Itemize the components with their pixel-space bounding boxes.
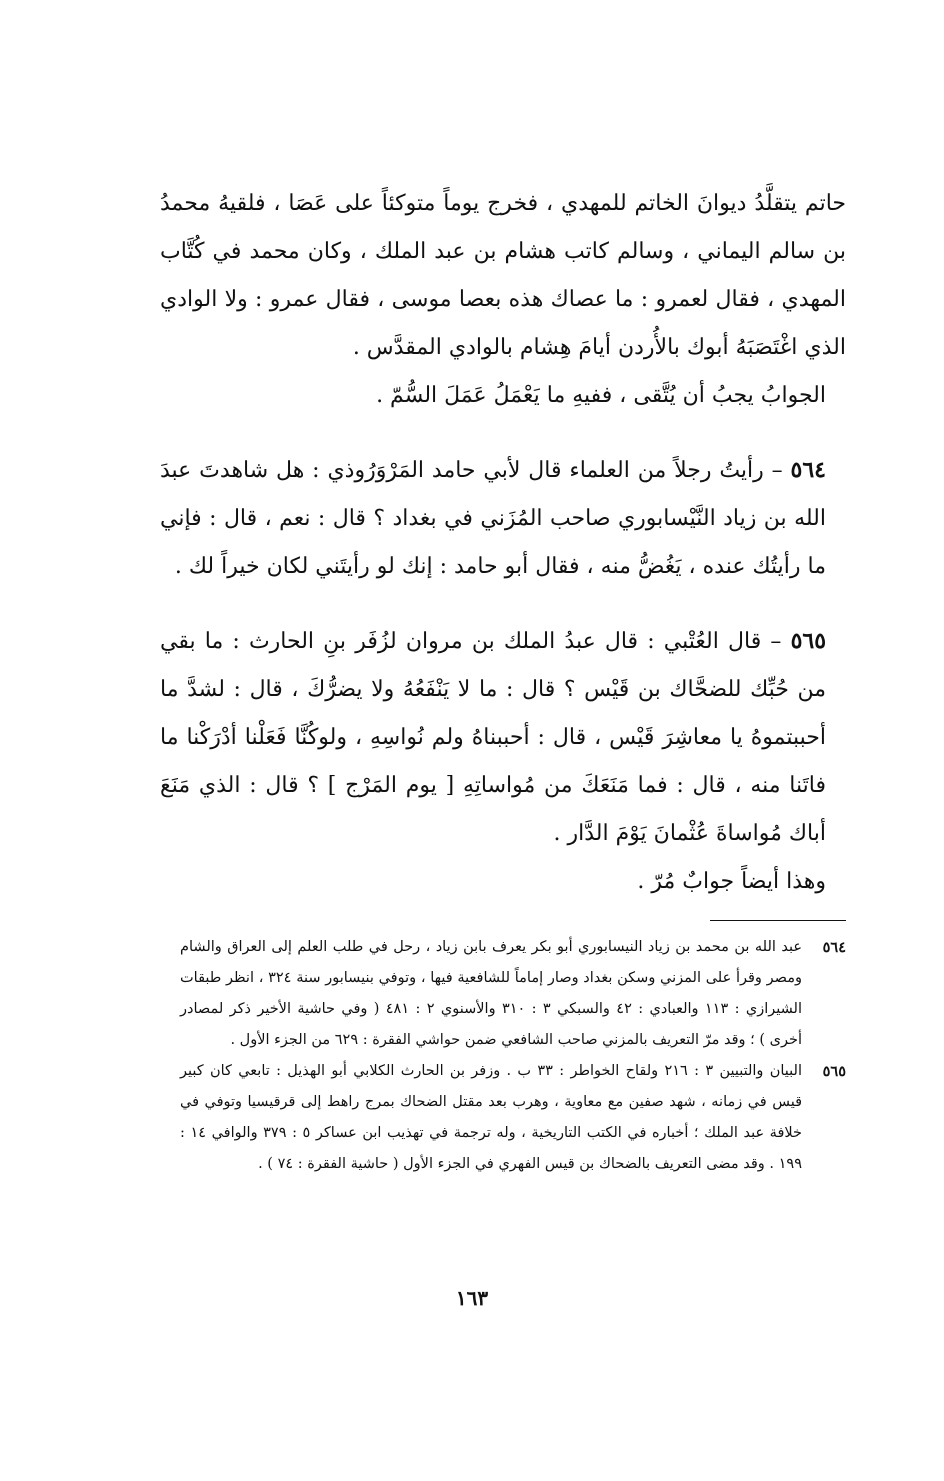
entry-565-answer: وهذا أيضاً جوابٌ مُرّ . [637,869,826,894]
footnote-text: عبد الله بن محمد بن زياد النيسابوري أبو بكر يعرف بابن زياد ، رحل في طلب العلم إلى العراق والشام ومصر وقرأ على المزني وسكن بغداد وصار إماماً للشافعية فيها ، وتوفي بنيسابور سنة ٣٢٤ ، انظر طبقات الشيرازي : ١١٣ والعبادي : ٤٢ والسبكي ٣ : ٣١٠ والأسنوي ٢ : ٤٨١ ( وفي حاشية الأخير ذكر لمصادر أخرى ) ؛ وقد مرّ التعريف بالمزني صاحب الشافعي ضمن حواشي الفقرة : ٦٢٩ من الجزء الأول . [180,939,803,1048]
footnote-565 [180,1056,846,1180]
footnotes [180,932,846,1180]
entry-565 [160,617,846,858]
page-number: ١٦٣ [455,1286,489,1310]
footnote-separator [710,920,846,921]
entry-dash: – [770,629,782,654]
footnote-number: ٥٦٤ [822,939,846,956]
main-text [160,180,846,906]
footnote-564 [180,932,846,1056]
entry-dash: – [771,458,783,483]
entry-number: ٥٦٤ [790,457,826,483]
entry-number: ٥٦٥ [790,628,827,654]
footnote-number: ٥٦٥ [822,1063,846,1080]
paragraph-gap [160,591,846,617]
footnote-text: البيان والتبيين ٣ : ٢١٦ ولقاح الخواطر : ٣٣ ب . وزفر بن الحارث الكلابي أبو الهذيل : تابعي كان كبير قيس في زمانه ، شهد صفين مع معاوية ، وهرب بعد مقتل الضحاك بمرج راهط إلى قرقيسيا وتوفي في خلافة عبد الملك ؛ أخباره في الكتب التاريخية ، وله ترجمة في تهذيب ابن عساكر ٥ : ٣٧٩ والوافي ١٤ : ١٩٩ . وقد مضى التعريف بالضحاك بن قيس الفهري في الجزء الأول ( حاشية الفقرة : ٧٤ ) . [180,1063,802,1172]
continuation-paragraph: حاتم يتقلَّدُ ديوانَ الخاتم للمهدي ، فخرج يوماً متوكئاً على عَصَا ، فلقيهُ محمدُ بن سالم اليماني ، وسالم كاتب هشام بن عبد الملك ، وكان محمد في كُتَّاب المهدي ، فقال لعمرو : ما عصاك هذه بعصا موسى ، فقال عمرو : ولا الوادي الذي اغْتَصَبَهُ أبوك بالأُردن أيامَ هِشام بالوادي المقدَّس . [160,191,846,360]
entry-text: قال العُتْبي : قال عبدُ الملك بن مروان لزُفَر بنِ الحارث : ما بقي من حُبِّك للضحَّاك بن قَيْس ؟ قال : ما لا يَنْفَعُهُ ولا يضرُّكَ ، قال : لشدَّ ما أحببتموهُ يا معاشِرَ قَيْس ، قال : أحببناهُ ولم نُواسِهِ ، ولوكُنَّا فَعَلْنا أدْرَكْنا ما فاتَنا منه ، قال : فما مَنَعَكَ من مُواساتِهِ [ يوم المَرْج ] ؟ قال : الذي مَنَعَ أباك مُواساةَ عُثْمانَ يَوْمَ الدَّار . [160,629,826,846]
continuation-answer: الجوابُ يجبُ أن يُتَّقى ، ففيهِ ما يَعْمَلُ عَمَلَ السُّمّ . [376,383,826,408]
entry-text: رأيتُ رجلاً من العلماء قال لأبي حامد المَرْوَرُوذي : هل شاهدتَ عبدَ الله بن زياد النَّيْسابوري صاحب المُزَني في بغداد ؟ قال : نعم ، قال : فإني ما رأيتُك عنده ، يَغُضُّ منه ، فقال أبو حامد : إنك لو رأيتَني لكان خيراً لك . [160,458,826,579]
entry-564 [160,446,846,591]
paragraph-gap [160,420,846,446]
